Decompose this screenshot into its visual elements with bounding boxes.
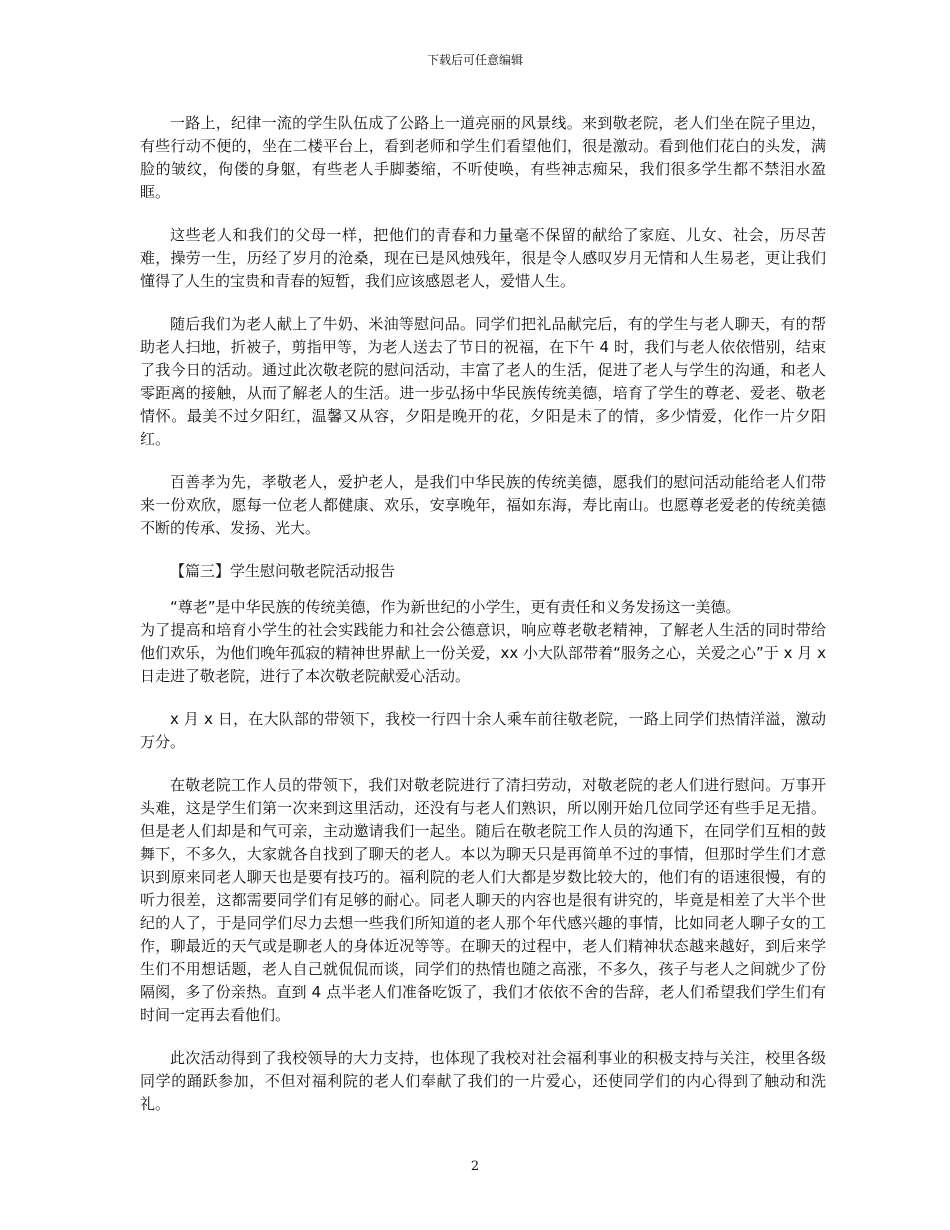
paragraph: 此次活动得到了我校领导的大力支持，也体现了我校对社会福利事业的积极支持与关注，校里各级同学的踊跃参加，不但对福利院的老人们奉献了我们的一片爱心，还使同学们的内心得到了触动和洗礼。 (140, 1049, 826, 1113)
paragraph: 在敬老院工作人员的带领下，我们对敬老院进行了清扫劳动，对敬老院的老人们进行慰问。万事开头难，这是学生们第一次来到这里活动，还没有与老人们熟识，所以刚开始几位同学还有些手足无措。但是老人们却是和气可亲，主动邀请我们一起坐。随后在敬老院工作人员的沟通下，在同学们互相的鼓舞下，不多久，大家就各自找到了聊天的老人。本以为聊天只是再简单不过的事情，但那时学生们才意识到原来同老人聊天也是要有技巧的。福利院的老人们大都是岁数比较大的，他们有的语速很慢，有的听力很差，这都需要同学们有足够的耐心。同老人聊天的内容也是很有讲究的，毕竟是相差了大半个世纪的人了，于是同学们尽力去想一些我们所知道的老人那个年代感兴趣的事情，比如同老人聊子女的工作，聊最近的天气或是聊老人的身体近况等等。在聊天的过程中，老人们精神状态越来越好，到后来学生们不用想话题，老人自己就侃侃而谈，同学们的热情也随之高涨，不多久，孩子与老人之间就少了份隔阂，多了份亲热。直到 4 点半老人们准备吃饭了，我们才依依不舍的告辞，老人们希望我们学生们有时间一定再去看他们。 (140, 776, 826, 1024)
paragraph: 一路上，纪律一流的学生队伍成了公路上一道亮丽的风景线。来到敬老院，老人们坐在院子里边，有些行动不便的，坐在二楼平台上，看到老师和学生们看望他们，很是激动。看到他们花白的头发，满脸的皱纹，佝偻的身躯，有些老人手脚萎缩，不听使唤，有些神志痴呆，我们很多学生都不禁泪水盈眶。 (140, 114, 826, 201)
document-body (140, 112, 826, 1136)
paragraph: 这些老人和我们的父母一样，把他们的青春和力量毫不保留的献给了家庭、儿女、社会，历尽苦难，操劳一生，历经了岁月的沧桑，现在已是风烛残年，很是令人感叹岁月无情和人生易老，更让我们懂得了人生的宝贵和青春的短暂，我们应该感恩老人，爱惜人生。 (140, 226, 826, 290)
section-title: 【篇三】学生慰问敬老院活动报告 (170, 562, 396, 580)
paragraph: x 月 x 日，在大队部的带领下，我校一行四十余人乘车前往敬老院，一路上同学们热情洋溢，激动万分。 (140, 710, 826, 751)
paragraph: 随后我们为老人献上了牛奶、米油等慰问品。同学们把礼品献完后，有的学生与老人聊天，有的帮助老人扫地，折被子，剪指甲等，为老人送去了节日的祝福，在下午 4 时，我们与老人依依惜别，结束了我今日的活动。通过此次敬老院的慰问活动，丰富了老人的生活，促进了老人与学生的沟通，和老人零距离的接触，从而了解老人的生活。进一步弘扬中华民族传统美德，培育了学生的尊老、爱老、敬老情怀。最美不过夕阳红，温馨又从容，夕阳是晚开的花，夕阳是未了的情，多少情爱，化作一片夕阳红。 (140, 315, 826, 448)
intro-line: “尊老”是中华民族的传统美德，作为新世纪的小学生，更有责任和义务发扬这一美德。 (170, 598, 741, 616)
page-number: 2 (470, 1159, 480, 1174)
paragraph: 百善孝为先，孝敬老人，爱护老人，是我们中华民族的传统美德，愿我们的慰问活动能给老人们带来一份欢欣，愿每一位老人都健康、欢乐，安享晚年，福如东海，寿比南山。也愿尊老爱老的传统美德不断的传承、发扬、光大。 (140, 473, 826, 537)
header-note: 下载后可任意编辑 (426, 53, 523, 67)
paragraph: 为了提高和培育小学生的社会实践能力和社会公德意识，响应尊老敬老精神，了解老人生活的同时带给他们欢乐，为他们晚年孤寂的精神世界献上一份关爱，xx 小大队部带着“服务之心，关爱之心”于 x 月 x 日走进了敬老院，进行了本次敬老院献爱心活动。 (140, 621, 826, 685)
